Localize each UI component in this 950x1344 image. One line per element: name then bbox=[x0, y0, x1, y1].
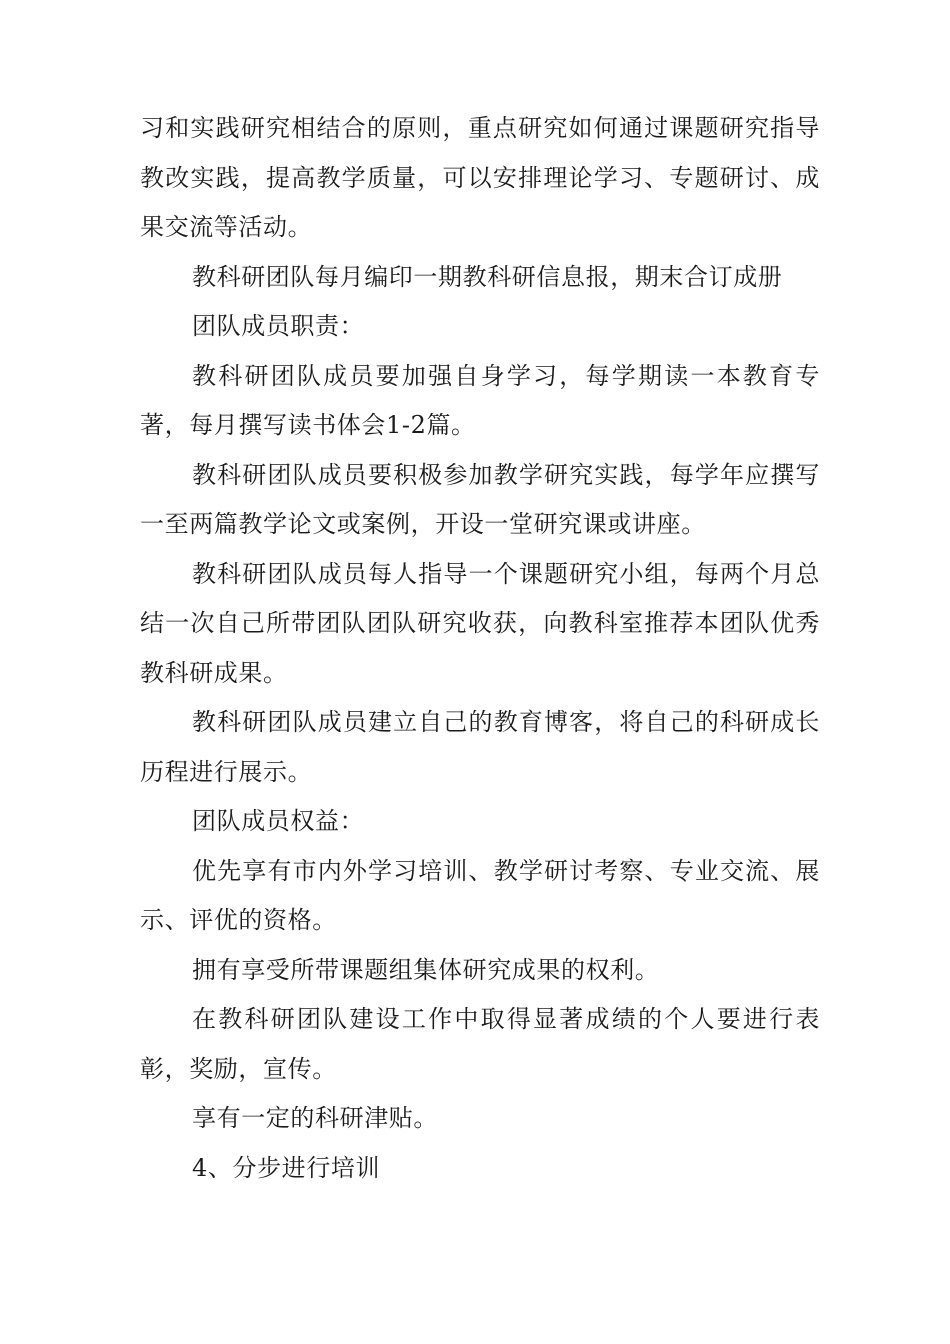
paragraph: 教科研团队成员要加强自身学习，每学期读一本教育专著，每月撰写读书体会1-2篇。 bbox=[140, 361, 820, 439]
paragraph: 教科研团队成员建立自己的教育博客，将自己的科研成长历程进行展示。 bbox=[140, 708, 820, 786]
paragraph: 享有一定的科研津贴。 bbox=[192, 1104, 438, 1132]
section-heading-duties: 团队成员职责： bbox=[192, 312, 365, 340]
paragraph: 在教科研团队建设工作中取得显著成绩的个人要进行表彰，奖励，宣传。 bbox=[140, 1005, 820, 1083]
paragraph: 教科研团队成员每人指导一个课题研究小组，每两个月总结一次自己所带团队团队研究收获，向教科室推荐本团队优秀教科研成果。 bbox=[140, 559, 820, 687]
section-heading-training: 4、分步进行培训 bbox=[192, 1153, 381, 1182]
paragraph: 拥有享受所带课题组集体研究成果的权利。 bbox=[192, 955, 660, 984]
paragraph: 教科研团队每月编印一期教科研信息报，期末合订成册 bbox=[192, 262, 783, 291]
paragraph: 教科研团队成员要积极参加教学研究实践，每学年应撰写一至两篇教学论文或案例，开设一堂研究课或讲座。 bbox=[140, 460, 820, 538]
paragraph: 习和实践研究相结合的原则，重点研究如何通过课题研究指导教改实践，提高教学质量，可以安排理论学习、专题研讨、成果交流等活动。 bbox=[140, 114, 820, 241]
paragraph: 优先享有市内外学习培训、教学研讨考察、专业交流、展示、评优的资格。 bbox=[140, 856, 820, 934]
section-heading-rights: 团队成员权益： bbox=[192, 807, 365, 835]
document-body bbox=[140, 104, 820, 1193]
